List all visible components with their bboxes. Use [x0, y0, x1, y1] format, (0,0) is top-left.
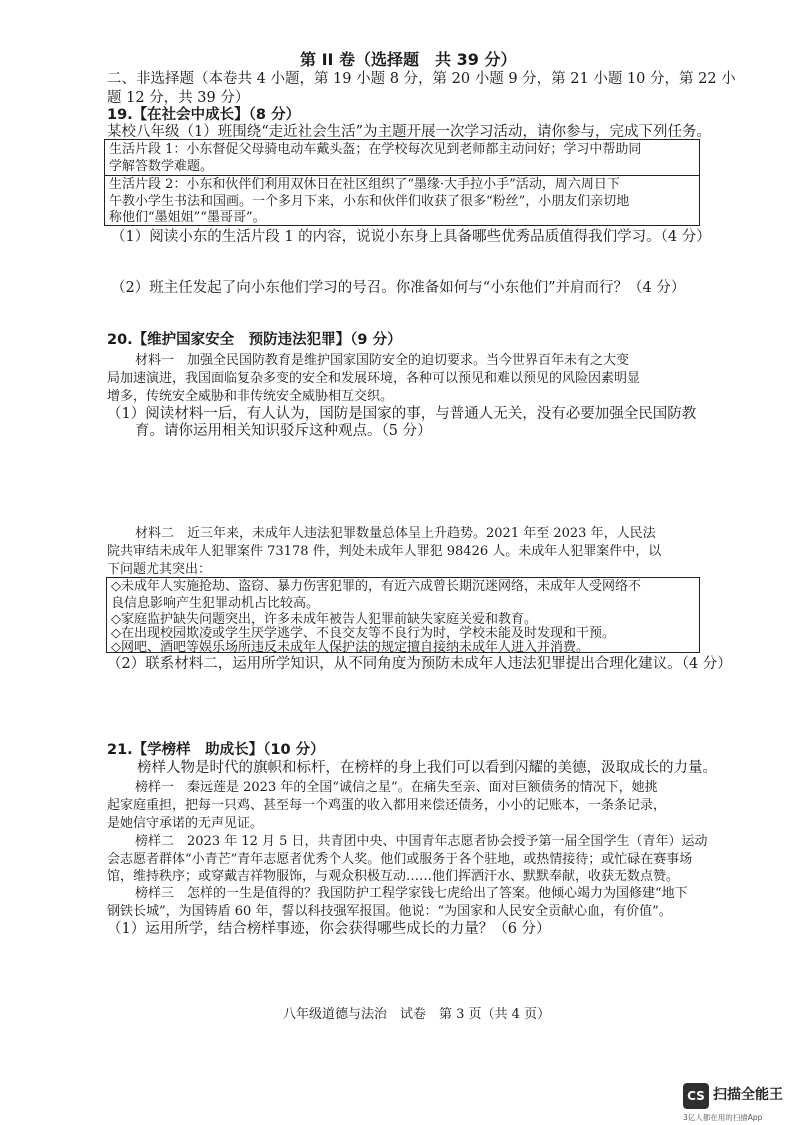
q19-box1-line1: 生活片段 1：小东督促父母骑电动车戴头盔；在学校每次见到老师都主动问好；学习中帮助同 — [109, 142, 642, 157]
scanner-tagline: 3亿人都在用的扫描App — [683, 1113, 763, 1122]
q20-m2-line2: 院共审结未成年人犯罪案件 73178 件，判处未成年人罪犯 98426 人。未成年人犯罪案件中，以 — [107, 544, 662, 559]
q20-box-line4: ◇在出现校园欺凌或学生厌学逃学、不良交友等不良行为时，学校未能及时发现和干预。 — [111, 626, 615, 641]
q20-m1-line3: 增多，传统安全威胁和非传统安全威胁相互交织。 — [107, 389, 394, 404]
q20-box-line3: ◇家庭监护缺失问题突出，许多未成年被告人犯罪前缺失家庭关爱和教育。 — [111, 612, 537, 627]
section-title: 第 II 卷（选择题 共 39 分） — [300, 50, 517, 69]
q21-b1-line2: 起家庭重担，把每一只鸡、甚至每一个鸡蛋的收入都用来偿还债务，小小的记账本，一条条记录， — [107, 798, 667, 813]
camscanner-logo-icon: CS — [683, 1083, 709, 1109]
q21-b1-line1: 榜样一 秦远莲是 2023 年的全国“诚信之星”。在痛失至亲、面对巨额债务的情况下，她挑 — [135, 780, 658, 795]
q19-intro: 某校八年级（1）班围绕“走近社会生活”为主题开展一次学习活动，请你参与，完成下列任务。 — [107, 124, 712, 140]
q21-b1-line3: 是她信守承诺的无声见证。 — [107, 816, 264, 831]
q20-m1-line1: 材料一 加强全民国防教育是维护国家国防安全的迫切要求。当今世界百年未有之大变 — [135, 353, 630, 368]
q21-b2-line1: 榜样二 2023 年 12 月 5 日，共青团中央、中国青年志愿者协会授予第一届全国学生（青年）运动 — [135, 834, 708, 849]
q21-b2-line3: 馆，维持秩序；或穿戴吉祥物服饰，与观众积极互动……他们挥洒汗水、默默奉献，收获无数点赞。 — [107, 869, 680, 884]
q19-sub2: （2）班主任发起了向小东他们学习的号召。你准备如何与“小东他们”并肩而行？（4 分） — [111, 280, 686, 296]
section-header-line-2: 题 12 分，共 39 分） — [107, 90, 250, 106]
q20-sub1-line2: 育。请你运用相关知识驳斥这种观点。（5 分） — [135, 423, 432, 439]
q19-box2-line2: 午教小学生书法和国画。一个多月下来，小东和伙伴们收获了很多“粉丝”，小朋友们亲切地 — [109, 194, 630, 209]
q20-box-line1: ◇未成年人实施抢劫、盗窃、暴力伤害犯罪的，有近六成曾长期沉迷网络，未成年人受网络不 — [111, 579, 641, 594]
q21-title: 21.【学榜样 助成长】（10 分） — [107, 742, 325, 758]
q20-m2-line1: 材料二 近三年来，未成年人违法犯罪数量总体呈上升趋势。2021 年至 2023 年，人民法 — [135, 526, 656, 541]
q21-intro: 榜样人物是时代的旗帜和标杆，在榜样的身上我们可以看到闪耀的美德，汲取成长的力量。 — [137, 760, 717, 776]
scanner-brand: 扫描全能王 — [713, 1087, 783, 1103]
q21-b3-line2: 钢铁长城”，为国铸盾 60 年，誓以科技强军报国。他说：“为国家和人民安全贡献心血，有价值”。 — [107, 904, 672, 919]
q20-title: 20.【维护国家安全 预防违法犯罪】（9 分） — [107, 332, 402, 348]
q21-sub1: （1）运用所学，结合榜样事迹，你会获得哪些成长的力量？（6 分） — [107, 921, 551, 937]
page-footer: 八年级道德与法治 试卷 第 3 页（共 4 页） — [283, 1007, 551, 1022]
q21-b3-line1: 榜样三 怎样的一生是值得的？我国防护工程学家钱七虎给出了答案。他倾心竭力为国修建“地下 — [135, 886, 688, 901]
q19-box2-line1: 生活片段 2：小东和伙伴们利用双休日在社区组织了“墨缘·大手拉小手”活动，周六周日下 — [109, 177, 620, 192]
q19-title: 19.【在社会中成长】（8 分） — [107, 107, 301, 123]
q19-box1-line2: 学解答数学难题。 — [109, 159, 214, 174]
q19-sub1: （1）阅读小东的生活片段 1 的内容，说说小东身上具备哪些优秀品质值得我们学习。（4 分） — [111, 229, 711, 245]
q21-b2-line2: 会志愿者群体“小青芒”青年志愿者优秀个人奖。他们或服务于各个驻地，或热情接待；或忙碌在赛事场 — [107, 852, 693, 867]
section-header-line-1: 二、非选择题（本卷共 4 小题，第 19 小题 8 分，第 20 小题 9 分，第 21 小题 10 分，第 22 小 — [107, 71, 736, 87]
q20-m2-line3: 下问题尤其突出： — [107, 562, 212, 577]
q19-box2-line3: 称他们“墨姐姐”“墨哥哥”。 — [109, 210, 266, 225]
q20-sub1-line1: （1）阅读材料一后，有人认为，国防是国家的事，与普通人无关，没有必要加强全民国防教 — [107, 406, 697, 422]
q20-m1-line2: 局加速演进，我国面临复杂多变的安全和发展环境，各种可以预见和难以预见的风险因素明显 — [107, 371, 641, 386]
q20-box-line5: ◇网吧、酒吧等娱乐场所违反未成年人保护法的规定擅自接纳未成年人进入并消费。 — [111, 640, 589, 655]
q20-box-line2: 良信息影响产生犯罪动机占比较高。 — [111, 596, 320, 611]
q20-sub2: （2）联系材料二，运用所学知识，从不同角度为预防未成年人违法犯罪提出合理化建议。（4 分） — [107, 656, 732, 672]
